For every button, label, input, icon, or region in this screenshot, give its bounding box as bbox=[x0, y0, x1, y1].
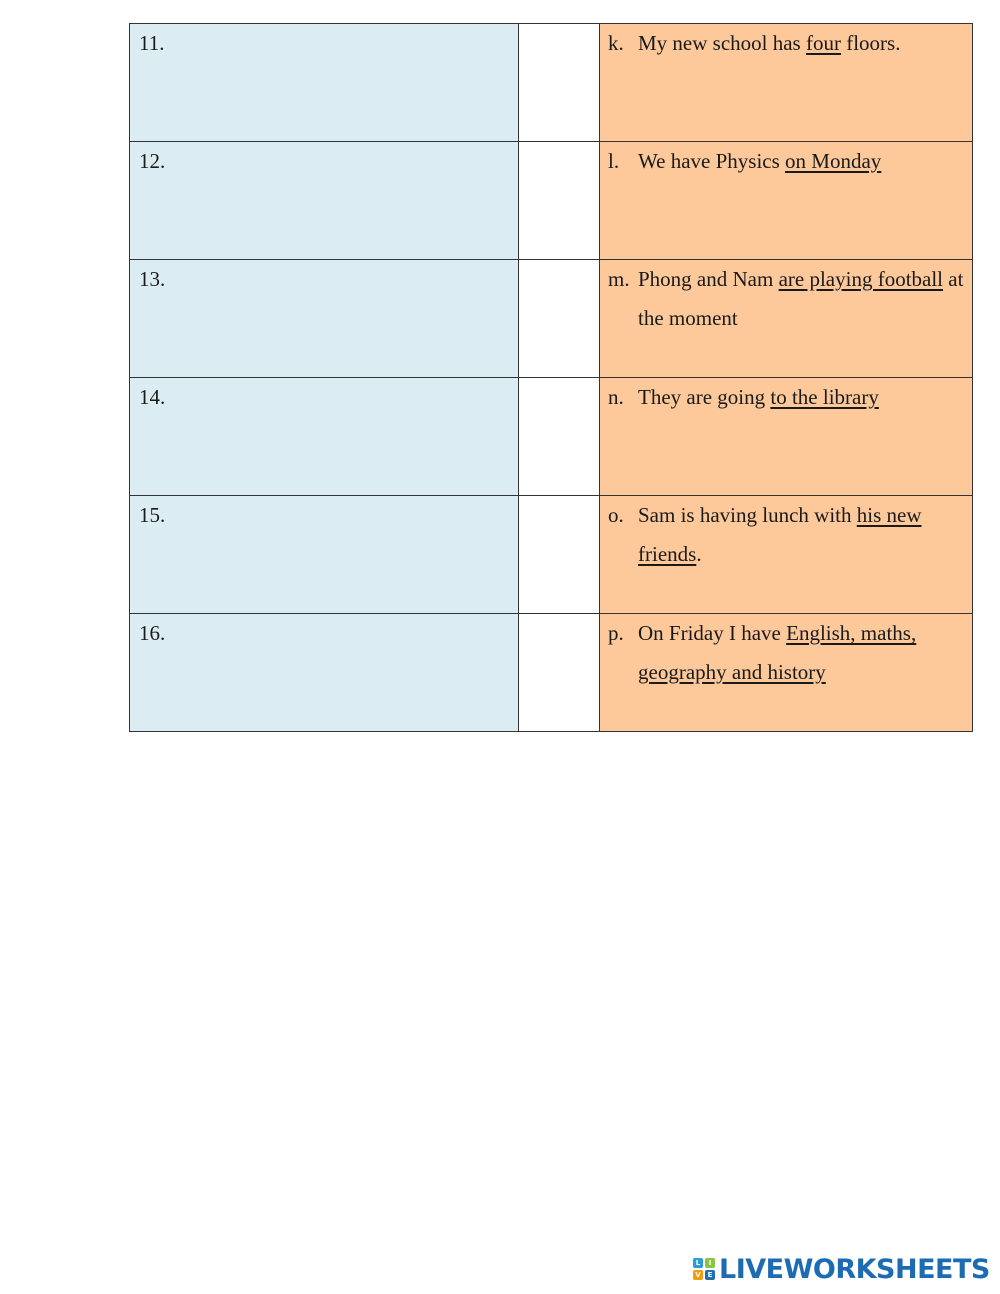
sentence-plain: We have Physics bbox=[638, 149, 786, 173]
sentence bbox=[600, 614, 972, 692]
sentence-cell-n bbox=[600, 378, 973, 496]
sentence bbox=[600, 378, 972, 417]
answer-cell-16[interactable] bbox=[519, 614, 600, 732]
sentence-underlined: English, maths, geography and history bbox=[638, 621, 917, 684]
sentence-text bbox=[638, 142, 972, 181]
sentence-text bbox=[638, 496, 972, 574]
logo-text: LIVEWORKSHEETS bbox=[719, 1253, 990, 1285]
logo-mark-letter: L bbox=[693, 1258, 703, 1268]
table-row bbox=[130, 378, 973, 496]
answer-input[interactable] bbox=[519, 378, 599, 495]
question-number: 12. bbox=[139, 149, 166, 173]
answer-input[interactable] bbox=[519, 614, 599, 731]
question-number: 13. bbox=[139, 267, 166, 291]
answer-input[interactable] bbox=[519, 496, 599, 613]
answer-cell-11[interactable] bbox=[519, 24, 600, 142]
sentence-letter: o. bbox=[608, 503, 624, 527]
liveworksheets-logo[interactable] bbox=[693, 1254, 990, 1284]
sentence-cell-k bbox=[600, 24, 973, 142]
logo-mark-letter: I bbox=[705, 1258, 715, 1268]
sentence-letter: n. bbox=[608, 385, 624, 409]
sentence-text bbox=[638, 614, 972, 692]
sentence-plain: On Friday I have bbox=[638, 621, 787, 645]
sentence bbox=[600, 260, 972, 338]
question-cell-11[interactable] bbox=[130, 24, 519, 142]
sentence-cell-m bbox=[600, 260, 973, 378]
answer-cell-12[interactable] bbox=[519, 142, 600, 260]
sentence-cell-p bbox=[600, 614, 973, 732]
question-cell-15[interactable] bbox=[130, 496, 519, 614]
logo-mark-letter: E bbox=[705, 1270, 715, 1280]
table-row bbox=[130, 142, 973, 260]
sentence-plain: My new school has bbox=[638, 31, 806, 55]
question-cell-13[interactable] bbox=[130, 260, 519, 378]
sentence-plain: Sam is having lunch with bbox=[638, 503, 857, 527]
sentence-letter: l. bbox=[608, 149, 620, 173]
table-row bbox=[130, 496, 973, 614]
sentence-plain: floors. bbox=[840, 31, 901, 55]
sentence bbox=[600, 142, 972, 181]
sentence-underlined: four bbox=[805, 31, 841, 55]
question-cell-14[interactable] bbox=[130, 378, 519, 496]
answer-cell-14[interactable] bbox=[519, 378, 600, 496]
sentence bbox=[600, 24, 972, 63]
sentence-letter: p. bbox=[608, 621, 624, 645]
sentence-cell-l bbox=[600, 142, 973, 260]
sentence bbox=[600, 496, 972, 574]
answer-input[interactable] bbox=[519, 260, 599, 377]
sentence-underlined: his new friends bbox=[638, 503, 922, 566]
table-row bbox=[130, 24, 973, 142]
answer-cell-13[interactable] bbox=[519, 260, 600, 378]
answer-input[interactable] bbox=[519, 142, 599, 259]
sentence-letter: k. bbox=[608, 31, 624, 55]
sentence-cell-o bbox=[600, 496, 973, 614]
matching-table bbox=[129, 23, 973, 732]
answer-cell-15[interactable] bbox=[519, 496, 600, 614]
question-number: 14. bbox=[139, 385, 166, 409]
sentence-plain: at the moment bbox=[638, 267, 964, 330]
logo-mark-letter: V bbox=[693, 1270, 703, 1280]
sentence-text bbox=[638, 260, 972, 338]
sentence-plain: . bbox=[696, 542, 702, 566]
sentence-text bbox=[638, 24, 972, 63]
question-number: 15. bbox=[139, 503, 166, 527]
question-cell-12[interactable] bbox=[130, 142, 519, 260]
question-cell-16[interactable] bbox=[130, 614, 519, 732]
question-number: 11. bbox=[139, 31, 165, 55]
sentence-underlined: on Monday bbox=[785, 149, 882, 173]
sentence-letter: m. bbox=[608, 267, 630, 291]
sentence-underlined: to the library bbox=[770, 385, 879, 409]
sentence-underlined: are playing football bbox=[778, 267, 944, 291]
table-row bbox=[130, 260, 973, 378]
logo-mark-icon bbox=[693, 1258, 715, 1280]
sentence-plain: They are going bbox=[638, 385, 771, 409]
answer-input[interactable] bbox=[519, 24, 599, 141]
table-row bbox=[130, 614, 973, 732]
sentence-plain: Phong and Nam bbox=[638, 267, 779, 291]
sentence-text bbox=[638, 378, 972, 417]
question-number: 16. bbox=[139, 621, 166, 645]
